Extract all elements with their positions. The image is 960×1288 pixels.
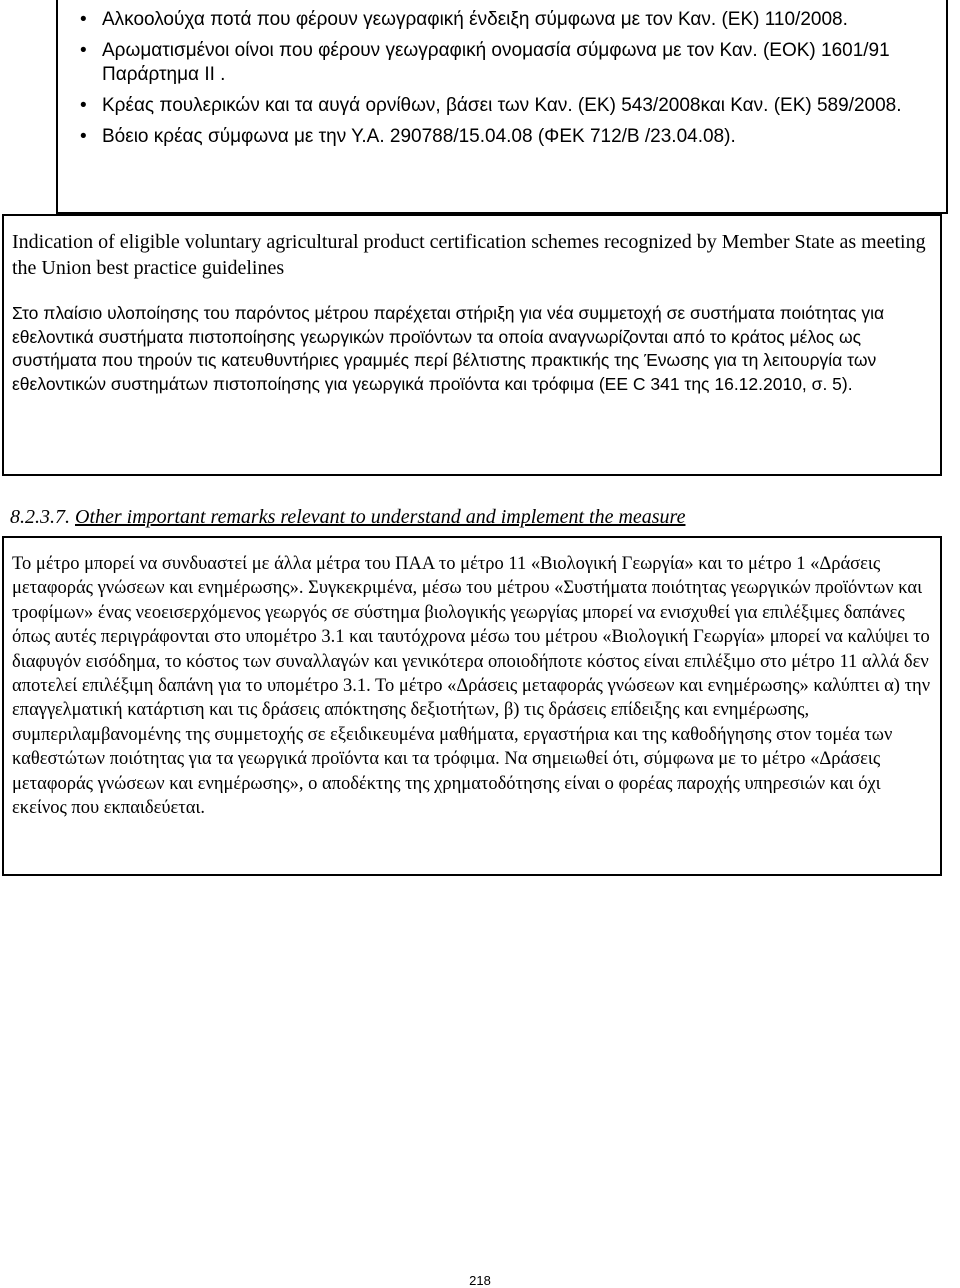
bullet-icon: •: [80, 40, 87, 61]
schemes-greek-text: Στο πλαίσιο υλοποίησης του παρόντος μέτρου παρέχεται στήριξη για νέα συμμετοχή σε συστήματα ποιότητας για εθελοντικά συστήματα πιστοποίησης γεωργικών προϊόντων τα οποία αναγνωρίζονται από το κράτος μέλος ως συστήματα που τηρούν τις κατευθυντήριες γραμμές περί βέλτιστης πρακτικής της Ένωσης για τη λειτουργία των εθελοντικών συστημάτων πιστοποίησης για γεωργικά προϊόντα και τρόφιμα (ΕΕ C 341 της 16.12.2010, σ. 5).: [12, 303, 885, 394]
list-item: [80, 8, 940, 32]
section-heading: [10, 504, 685, 530]
list-item-text: Κρέας πουλερικών και τα αυγά ορνίθων, βάσει των Καν. (ΕΚ) 543/2008και Καν. (ΕΚ) 589/2008.: [102, 95, 902, 116]
list-item-text: Βόειο κρέας σύμφωνα με την Υ.Α. 290788/15.04.08 (ΦΕΚ 712/Β /23.04.08).: [102, 126, 736, 147]
list-item-text: Αλκοολούχα ποτά που φέρουν γεωγραφική ένδειξη σύμφωνα με τον Καν. (ΕΚ) 110/2008.: [102, 9, 848, 30]
top-bullet-list: [80, 8, 940, 156]
page-number: 218: [469, 1273, 491, 1288]
bullet-icon: •: [80, 9, 87, 30]
list-item: [80, 125, 940, 149]
section-number: 8.2.3.7.: [10, 506, 70, 528]
list-item: [80, 94, 940, 118]
section-body: Το μέτρο μπορεί να συνδυαστεί με άλλα μέτρα του ΠΑΑ το μέτρο 11 «Βιολογική Γεωργία» και το μέτρο 1 «Δράσεις μεταφοράς γνώσεων και ενημέρωσης». Συγκεκριμένα, μέσω του μέτρου «Συστήματα ποιότητας γεωργικών προϊόντων και τροφίμων» ένας νεοεισερχόμενος γεωργός σε σύστημα βιολογικής γεωργίας μπορεί να ενισχυθεί για επιλέξιμες δαπάνες όπως αυτές περιγράφονται στο υπομέτρο 3.1 και ταυτόχρονα μέσω του μέτρου «Βιολογική Γεωργία» μπορεί να καλύψει το διαφυγόν εισόδημα, το κόστος των συναλλαγών και γενικότερα οποιοδήποτε κόστος είναι επιλέξιμο στο μέτρο 11 αλλά δεν αποτελεί επιλέξιμη δαπάνη για το υπομέτρο 3.1. Το μέτρο «Δράσεις μεταφοράς γνώσεων και ενημέρωσης» καλύπτει α) την επαγγελματική κατάρτιση και τις δράσεις απόκτησης δεξιοτήτων, β) τις δράσεις επίδειξης και ενημέρωσης, συμπεριλαμβανομένης της συμμετοχής σε εξειδικευμένα μαθήματα, εργαστήρια και της καθοδήγησης στον τομέα των καθεστώτων ποιότητας για τα γεωργικά προϊόντα και τα τρόφιμα. Να σημειωθεί ότι, σύμφωνα με το μέτρο «Δράσεις μεταφοράς γνώσεων και ενημέρωσης», ο αποδέκτης της χρηματοδότησης είναι ο φορέας παροχής υπηρεσιών και όχι εκείνος που εκπαιδεύεται.: [12, 554, 931, 819]
schemes-english-text: Indication of eligible voluntary agricultural product certification schemes recognized by Member State as meeting the Union best practice guidelines: [12, 231, 926, 279]
list-item-text: Αρωματισμένοι οίνοι που φέρουν γεωγραφική ονομασία σύμφωνα με τον Καν. (ΕΟΚ) 1601/91 Παράρτημα ΙΙ .: [102, 40, 890, 85]
bullet-icon: •: [80, 95, 87, 116]
bullet-icon: •: [80, 126, 87, 147]
section-title: Other important remarks relevant to understand and implement the measure: [75, 506, 686, 528]
list-item: [80, 39, 940, 87]
